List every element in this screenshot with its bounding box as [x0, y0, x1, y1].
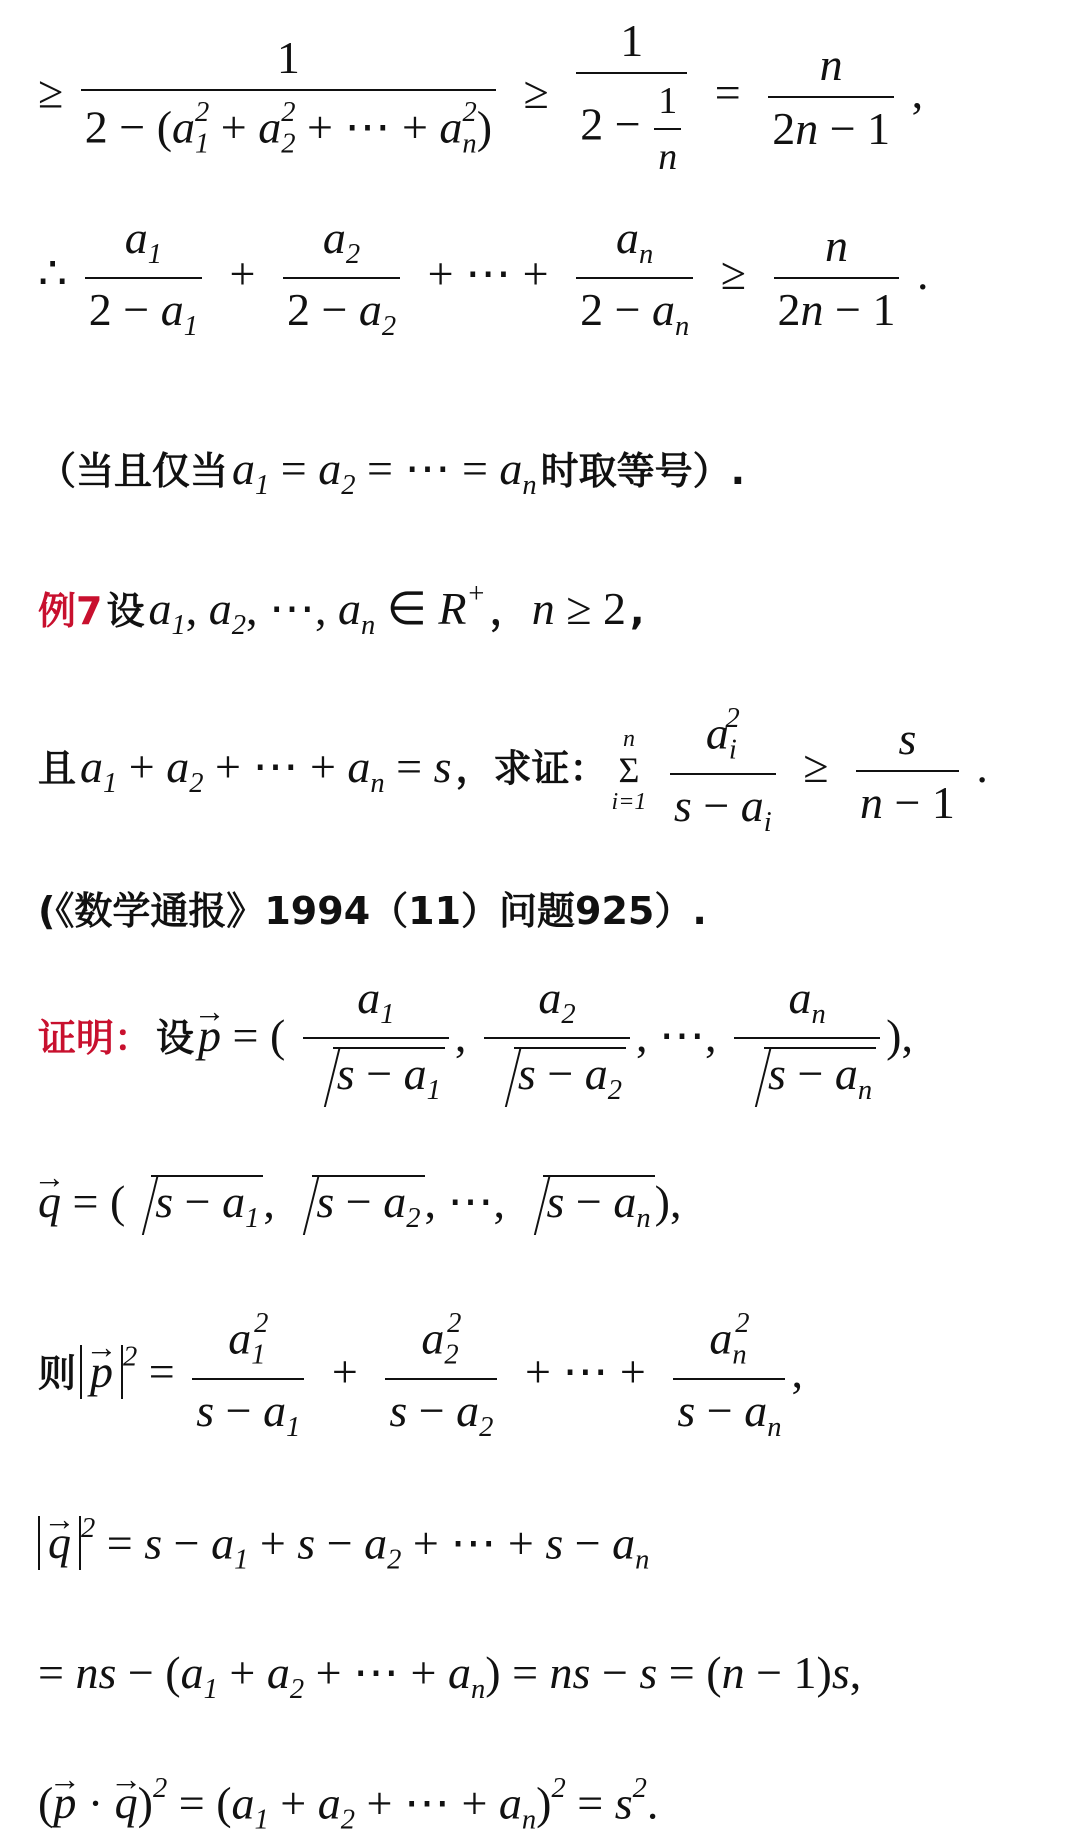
- fraction-2: 1 2 − $\frac{1}{n}$: [576, 18, 687, 176]
- p-norm-line: 则 → p $^2$ = $\frac{a_1^2}{s - a_1}$ + $\frac{a_2^2}{s - a_2}$ + ⋯ + $\frac{a_n^2}{s - a_n}$ ,: [38, 1310, 803, 1442]
- q-norm-line: → q $^2 = s - a_1 + s - a_2$ + ⋯ + $s - a_n$: [38, 1515, 649, 1575]
- line-2: ∴ $\frac{a_1}{2 - a_1}$ + $\frac{a_2}{2 - a_2}$ + ⋯ + $\frac{a_n}{2 - a_n}$ ≥ $\frac{n}{2n - 1}$ .: [38, 212, 929, 343]
- example-label: 例7: [38, 589, 103, 633]
- fraction-1: $\frac{1}{2 - (a_1^2 + a_2^2 + \cdots + a_n^2)}$: [81, 35, 496, 159]
- source-line: (《数学通报》1994（11）问题925）.: [38, 889, 707, 933]
- line-1-tail: ,: [911, 66, 924, 118]
- vector-q-line: → q = ( $s - a_1$, $s - a_2$, ⋯, $s - a_n$),: [38, 1175, 681, 1233]
- dot-product-line: (→ p · → $q)^2 = (a_1 + a_2$ + ⋯ + $a_n)^2 = s^2$.: [38, 1775, 658, 1835]
- proof-label: 证明：: [38, 1016, 153, 1061]
- therefore-symbol: ∴: [38, 248, 68, 300]
- line-1: ≥ $\frac{1}{2 - (a_1^2 + a_2^2 + \cdots + a_n^2)}$ ≥ 1 2 − $\frac{1}{n}$ = $\frac{n}{2n - 1}$ ,: [38, 15, 924, 178]
- ns-line: = ns − ($a_1 + a_2$ + ⋯ + $a_n$) = ns − s = (n − 1)s,: [38, 1647, 862, 1705]
- line-3: （当且仅当 $a_1 = a_2$ = ⋯ = $a_n$ 时取等号）.: [38, 443, 746, 501]
- proof-line: 证明： 设 → p = ( $\frac{a_1}{s - a_1}$ , $\frac{a_2}{s - a_2}$ , ⋯, $\frac{a_n}{s - a_n}$ ),: [38, 975, 913, 1106]
- example-7-line: 例7 设 $a_1$, $a_2$, ⋯, $a_n$ ∈ R+ ， n ≥ 2 ,: [38, 578, 645, 641]
- fraction-3: $\frac{n}{2n - 1}$: [768, 42, 894, 152]
- line-5: 且 $a_1 + a_2$ + ⋯ + $a_n = s$ ，求证： n Σ i=1 $\frac{a_i^2}{s - a_i}$ ≥ $\frac{s}{n - 1}$ .: [38, 703, 988, 838]
